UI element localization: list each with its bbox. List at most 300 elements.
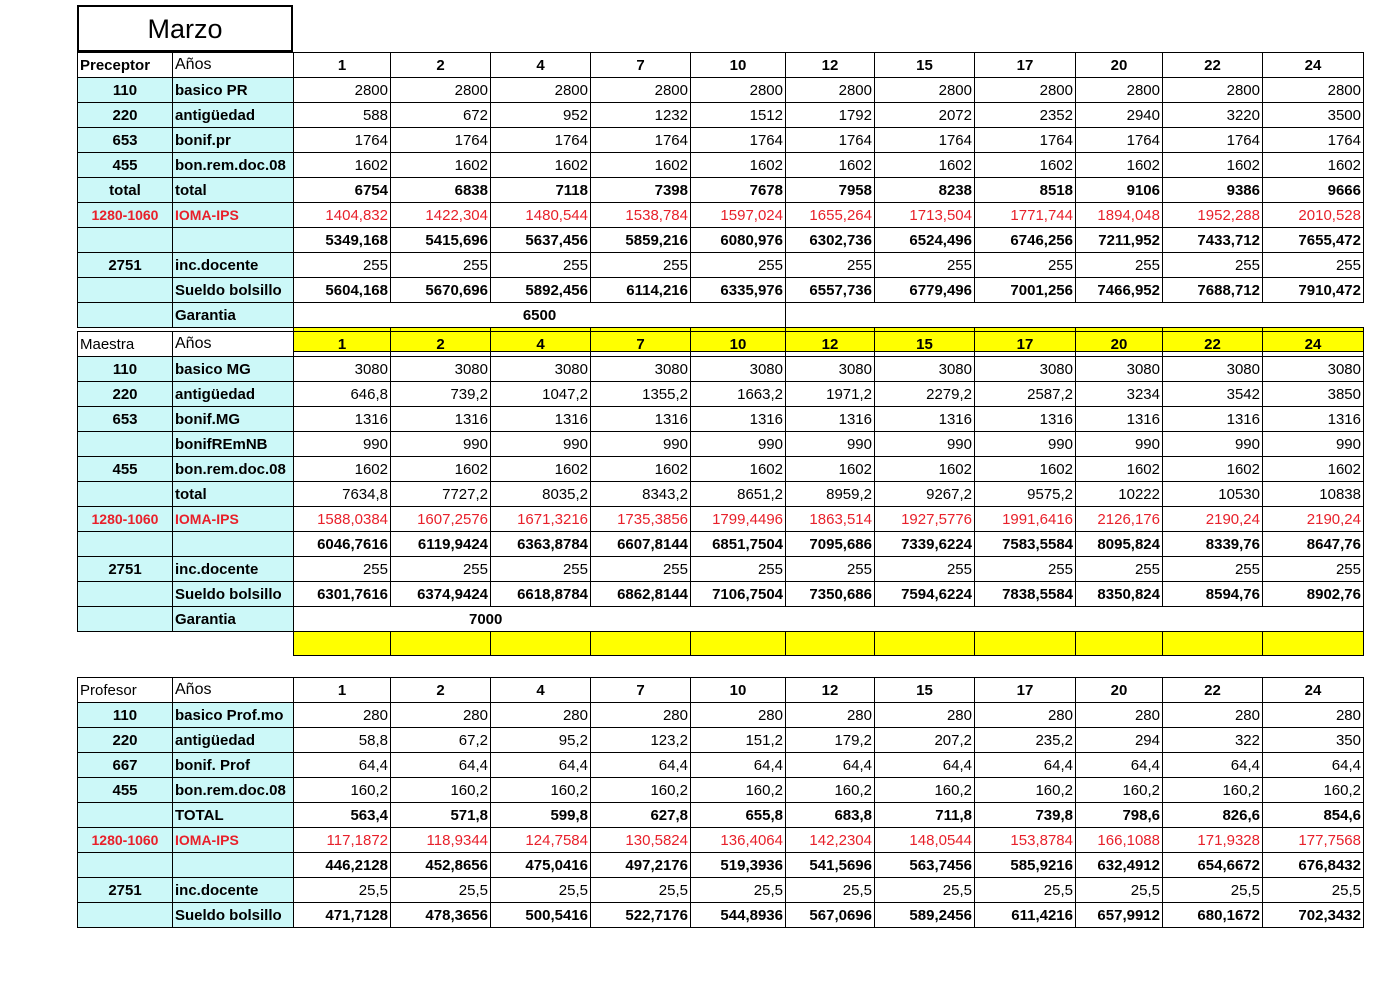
value-cell[interactable]: 1764 bbox=[591, 128, 691, 153]
value-cell[interactable]: 541,5696 bbox=[786, 853, 875, 878]
value-cell[interactable]: 6301,7616 bbox=[294, 582, 391, 607]
value-cell[interactable]: 7211,952 bbox=[1076, 228, 1163, 253]
value-cell[interactable]: 7095,686 bbox=[786, 532, 875, 557]
row-label-cell[interactable]: bonif. Prof bbox=[173, 753, 294, 778]
value-cell[interactable]: 611,4216 bbox=[975, 903, 1076, 928]
value-cell[interactable]: 676,8432 bbox=[1263, 853, 1364, 878]
row-label-cell[interactable]: IOMA-IPS bbox=[173, 203, 294, 228]
value-cell[interactable]: 7118 bbox=[491, 178, 591, 203]
value-cell[interactable]: 9575,2 bbox=[975, 482, 1076, 507]
guarantee-value-cell[interactable]: 6500 bbox=[294, 303, 786, 328]
row-label-cell[interactable]: IOMA-IPS bbox=[173, 507, 294, 532]
value-cell[interactable]: 657,9912 bbox=[1076, 903, 1163, 928]
value-cell[interactable]: 5637,456 bbox=[491, 228, 591, 253]
year-header-cell[interactable]: 10 bbox=[691, 678, 786, 703]
value-cell[interactable]: 117,1872 bbox=[294, 828, 391, 853]
value-cell[interactable]: 3080 bbox=[786, 357, 875, 382]
value-cell[interactable]: 1480,544 bbox=[491, 203, 591, 228]
value-cell[interactable]: 148,0544 bbox=[875, 828, 975, 853]
year-header-cell[interactable]: 10 bbox=[691, 53, 786, 78]
value-cell[interactable]: 1764 bbox=[691, 128, 786, 153]
value-cell[interactable]: 7910,472 bbox=[1263, 278, 1364, 303]
row-code-cell[interactable]: 220 bbox=[78, 103, 173, 128]
value-cell[interactable]: 1771,744 bbox=[975, 203, 1076, 228]
year-header-cell[interactable]: 15 bbox=[875, 53, 975, 78]
row-code-cell[interactable] bbox=[78, 228, 173, 253]
value-cell[interactable]: 1764 bbox=[975, 128, 1076, 153]
value-cell[interactable]: 1602 bbox=[1076, 457, 1163, 482]
value-cell[interactable]: 1602 bbox=[1263, 153, 1364, 178]
row-code-cell[interactable]: 455 bbox=[78, 457, 173, 482]
value-cell[interactable]: 9106 bbox=[1076, 178, 1163, 203]
value-cell[interactable]: 171,9328 bbox=[1163, 828, 1263, 853]
value-cell[interactable]: 160,2 bbox=[691, 778, 786, 803]
value-cell[interactable]: 280 bbox=[1163, 703, 1263, 728]
row-code-cell[interactable]: total bbox=[78, 178, 173, 203]
value-cell[interactable]: 1316 bbox=[1076, 407, 1163, 432]
value-cell[interactable]: 255 bbox=[1076, 253, 1163, 278]
value-cell[interactable]: 5670,696 bbox=[391, 278, 491, 303]
value-cell[interactable]: 255 bbox=[391, 253, 491, 278]
value-cell[interactable]: 3080 bbox=[691, 357, 786, 382]
year-header-cell[interactable]: 20 bbox=[1076, 332, 1163, 357]
value-cell[interactable]: 151,2 bbox=[691, 728, 786, 753]
value-cell[interactable]: 7001,256 bbox=[975, 278, 1076, 303]
value-cell[interactable]: 255 bbox=[786, 253, 875, 278]
value-cell[interactable]: 2072 bbox=[875, 103, 975, 128]
value-cell[interactable]: 255 bbox=[875, 253, 975, 278]
year-header-cell[interactable]: 15 bbox=[875, 678, 975, 703]
value-cell[interactable]: 990 bbox=[786, 432, 875, 457]
value-cell[interactable]: 5859,216 bbox=[591, 228, 691, 253]
value-cell[interactable]: 563,7456 bbox=[875, 853, 975, 878]
value-cell[interactable]: 10838 bbox=[1263, 482, 1364, 507]
value-cell[interactable]: 702,3432 bbox=[1263, 903, 1364, 928]
value-cell[interactable]: 207,2 bbox=[875, 728, 975, 753]
value-cell[interactable]: 1602 bbox=[875, 457, 975, 482]
year-header-cell[interactable]: 20 bbox=[1076, 678, 1163, 703]
value-cell[interactable]: 160,2 bbox=[591, 778, 691, 803]
value-cell[interactable]: 6335,976 bbox=[691, 278, 786, 303]
value-cell[interactable]: 255 bbox=[491, 557, 591, 582]
value-cell[interactable]: 1316 bbox=[491, 407, 591, 432]
year-header-cell[interactable]: 12 bbox=[786, 53, 875, 78]
value-cell[interactable]: 1422,304 bbox=[391, 203, 491, 228]
value-cell[interactable]: 990 bbox=[294, 432, 391, 457]
year-header-cell[interactable]: 1 bbox=[294, 53, 391, 78]
value-cell[interactable]: 8035,2 bbox=[491, 482, 591, 507]
value-cell[interactable]: 1602 bbox=[591, 153, 691, 178]
value-cell[interactable]: 1316 bbox=[391, 407, 491, 432]
value-cell[interactable]: 7958 bbox=[786, 178, 875, 203]
value-cell[interactable]: 6557,736 bbox=[786, 278, 875, 303]
value-cell[interactable]: 95,2 bbox=[491, 728, 591, 753]
value-cell[interactable]: 25,5 bbox=[1263, 878, 1364, 903]
value-cell[interactable]: 64,4 bbox=[1163, 753, 1263, 778]
value-cell[interactable]: 7655,472 bbox=[1263, 228, 1364, 253]
value-cell[interactable]: 990 bbox=[1163, 432, 1263, 457]
value-cell[interactable]: 7433,712 bbox=[1163, 228, 1263, 253]
year-header-cell[interactable]: 10 bbox=[691, 332, 786, 357]
value-cell[interactable]: 322 bbox=[1163, 728, 1263, 753]
value-cell[interactable]: 8518 bbox=[975, 178, 1076, 203]
value-cell[interactable]: 1316 bbox=[975, 407, 1076, 432]
year-header-cell[interactable]: 22 bbox=[1163, 332, 1263, 357]
value-cell[interactable]: 6114,216 bbox=[591, 278, 691, 303]
value-cell[interactable]: 255 bbox=[975, 557, 1076, 582]
value-cell[interactable]: 990 bbox=[591, 432, 691, 457]
value-cell[interactable]: 544,8936 bbox=[691, 903, 786, 928]
value-cell[interactable]: 519,3936 bbox=[691, 853, 786, 878]
value-cell[interactable]: 153,8784 bbox=[975, 828, 1076, 853]
value-cell[interactable]: 6618,8784 bbox=[491, 582, 591, 607]
value-cell[interactable]: 3080 bbox=[975, 357, 1076, 382]
value-cell[interactable]: 7583,5584 bbox=[975, 532, 1076, 557]
value-cell[interactable]: 142,2304 bbox=[786, 828, 875, 853]
value-cell[interactable]: 5604,168 bbox=[294, 278, 391, 303]
value-cell[interactable]: 5415,696 bbox=[391, 228, 491, 253]
value-cell[interactable]: 8594,76 bbox=[1163, 582, 1263, 607]
value-cell[interactable]: 1971,2 bbox=[786, 382, 875, 407]
value-cell[interactable]: 1538,784 bbox=[591, 203, 691, 228]
value-cell[interactable]: 1927,5776 bbox=[875, 507, 975, 532]
value-cell[interactable]: 7727,2 bbox=[391, 482, 491, 507]
value-cell[interactable]: 160,2 bbox=[1076, 778, 1163, 803]
value-cell[interactable]: 64,4 bbox=[975, 753, 1076, 778]
row-label-cell[interactable]: basico PR bbox=[173, 78, 294, 103]
value-cell[interactable]: 8238 bbox=[875, 178, 975, 203]
value-cell[interactable]: 3080 bbox=[491, 357, 591, 382]
value-cell[interactable]: 6080,976 bbox=[691, 228, 786, 253]
value-cell[interactable]: 446,2128 bbox=[294, 853, 391, 878]
value-cell[interactable]: 1735,3856 bbox=[591, 507, 691, 532]
value-cell[interactable]: 5892,456 bbox=[491, 278, 591, 303]
value-cell[interactable]: 1602 bbox=[491, 457, 591, 482]
row-code-cell[interactable]: 110 bbox=[78, 78, 173, 103]
value-cell[interactable]: 1764 bbox=[875, 128, 975, 153]
value-cell[interactable]: 25,5 bbox=[975, 878, 1076, 903]
value-cell[interactable]: 280 bbox=[294, 703, 391, 728]
value-cell[interactable]: 3080 bbox=[1076, 357, 1163, 382]
value-cell[interactable]: 1602 bbox=[691, 153, 786, 178]
value-cell[interactable]: 8339,76 bbox=[1163, 532, 1263, 557]
value-cell[interactable]: 1316 bbox=[1163, 407, 1263, 432]
value-cell[interactable]: 497,2176 bbox=[591, 853, 691, 878]
value-cell[interactable]: 7634,8 bbox=[294, 482, 391, 507]
row-code-cell[interactable]: 110 bbox=[78, 703, 173, 728]
value-cell[interactable]: 6746,256 bbox=[975, 228, 1076, 253]
value-cell[interactable]: 1713,504 bbox=[875, 203, 975, 228]
value-cell[interactable]: 255 bbox=[1163, 557, 1263, 582]
value-cell[interactable]: 1602 bbox=[491, 153, 591, 178]
row-code-cell[interactable]: 2751 bbox=[78, 253, 173, 278]
value-cell[interactable]: 160,2 bbox=[491, 778, 591, 803]
value-cell[interactable]: 130,5824 bbox=[591, 828, 691, 853]
years-label-cell[interactable]: Años bbox=[173, 332, 294, 357]
row-label-cell[interactable]: Sueldo bolsillo bbox=[173, 278, 294, 303]
value-cell[interactable]: 1316 bbox=[1263, 407, 1364, 432]
value-cell[interactable]: 1764 bbox=[294, 128, 391, 153]
year-header-cell[interactable]: 24 bbox=[1263, 332, 1364, 357]
value-cell[interactable]: 160,2 bbox=[975, 778, 1076, 803]
value-cell[interactable]: 1602 bbox=[1163, 457, 1263, 482]
value-cell[interactable]: 990 bbox=[1076, 432, 1163, 457]
value-cell[interactable]: 990 bbox=[391, 432, 491, 457]
row-code-cell[interactable] bbox=[78, 607, 173, 632]
value-cell[interactable]: 1602 bbox=[591, 457, 691, 482]
value-cell[interactable]: 160,2 bbox=[875, 778, 975, 803]
value-cell[interactable]: 655,8 bbox=[691, 803, 786, 828]
value-cell[interactable]: 255 bbox=[1263, 557, 1364, 582]
value-cell[interactable]: 2800 bbox=[786, 78, 875, 103]
value-cell[interactable]: 2800 bbox=[691, 78, 786, 103]
value-cell[interactable]: 654,6672 bbox=[1163, 853, 1263, 878]
value-cell[interactable]: 25,5 bbox=[1076, 878, 1163, 903]
value-cell[interactable]: 1316 bbox=[875, 407, 975, 432]
value-cell[interactable]: 2800 bbox=[391, 78, 491, 103]
section-name-cell[interactable]: Profesor bbox=[78, 678, 173, 703]
value-cell[interactable]: 7838,5584 bbox=[975, 582, 1076, 607]
value-cell[interactable]: 1602 bbox=[1076, 153, 1163, 178]
row-label-cell[interactable]: IOMA-IPS bbox=[173, 828, 294, 853]
value-cell[interactable]: 136,4064 bbox=[691, 828, 786, 853]
value-cell[interactable]: 1316 bbox=[691, 407, 786, 432]
value-cell[interactable]: 3080 bbox=[1163, 357, 1263, 382]
value-cell[interactable]: 739,8 bbox=[975, 803, 1076, 828]
value-cell[interactable]: 255 bbox=[786, 557, 875, 582]
value-cell[interactable]: 680,1672 bbox=[1163, 903, 1263, 928]
value-cell[interactable]: 1404,832 bbox=[294, 203, 391, 228]
value-cell[interactable]: 1894,048 bbox=[1076, 203, 1163, 228]
year-header-cell[interactable]: 22 bbox=[1163, 53, 1263, 78]
value-cell[interactable]: 280 bbox=[875, 703, 975, 728]
value-cell[interactable]: 7339,6224 bbox=[875, 532, 975, 557]
value-cell[interactable]: 8647,76 bbox=[1263, 532, 1364, 557]
value-cell[interactable]: 1663,2 bbox=[691, 382, 786, 407]
value-cell[interactable]: 7688,712 bbox=[1163, 278, 1263, 303]
row-code-cell[interactable]: 653 bbox=[78, 128, 173, 153]
value-cell[interactable]: 1602 bbox=[786, 153, 875, 178]
value-cell[interactable]: 3080 bbox=[591, 357, 691, 382]
year-header-cell[interactable]: 4 bbox=[491, 678, 591, 703]
value-cell[interactable]: 8651,2 bbox=[691, 482, 786, 507]
year-header-cell[interactable]: 24 bbox=[1263, 53, 1364, 78]
value-cell[interactable]: 2126,176 bbox=[1076, 507, 1163, 532]
value-cell[interactable]: 9666 bbox=[1263, 178, 1364, 203]
year-header-cell[interactable]: 1 bbox=[294, 332, 391, 357]
value-cell[interactable]: 6119,9424 bbox=[391, 532, 491, 557]
value-cell[interactable]: 1512 bbox=[691, 103, 786, 128]
value-cell[interactable]: 64,4 bbox=[391, 753, 491, 778]
value-cell[interactable]: 3080 bbox=[875, 357, 975, 382]
value-cell[interactable]: 672 bbox=[391, 103, 491, 128]
value-cell[interactable]: 6374,9424 bbox=[391, 582, 491, 607]
value-cell[interactable]: 7466,952 bbox=[1076, 278, 1163, 303]
year-header-cell[interactable]: 17 bbox=[975, 678, 1076, 703]
value-cell[interactable]: 798,6 bbox=[1076, 803, 1163, 828]
value-cell[interactable]: 58,8 bbox=[294, 728, 391, 753]
value-cell[interactable]: 2010,528 bbox=[1263, 203, 1364, 228]
value-cell[interactable]: 64,4 bbox=[1263, 753, 1364, 778]
row-label-cell[interactable]: Sueldo bolsillo bbox=[173, 903, 294, 928]
value-cell[interactable]: 255 bbox=[591, 253, 691, 278]
row-code-cell[interactable]: 220 bbox=[78, 728, 173, 753]
value-cell[interactable]: 990 bbox=[1263, 432, 1364, 457]
value-cell[interactable]: 1602 bbox=[391, 457, 491, 482]
value-cell[interactable]: 255 bbox=[294, 253, 391, 278]
row-code-cell[interactable] bbox=[78, 303, 173, 328]
value-cell[interactable]: 160,2 bbox=[294, 778, 391, 803]
row-code-cell[interactable]: 667 bbox=[78, 753, 173, 778]
value-cell[interactable]: 179,2 bbox=[786, 728, 875, 753]
value-cell[interactable]: 64,4 bbox=[491, 753, 591, 778]
value-cell[interactable]: 952 bbox=[491, 103, 591, 128]
section-name-cell[interactable]: Maestra bbox=[78, 332, 173, 357]
row-code-cell[interactable] bbox=[78, 903, 173, 928]
value-cell[interactable]: 1602 bbox=[691, 457, 786, 482]
row-code-cell[interactable]: 1280-1060 bbox=[78, 507, 173, 532]
year-header-cell[interactable]: 15 bbox=[875, 332, 975, 357]
value-cell[interactable]: 452,8656 bbox=[391, 853, 491, 878]
year-header-cell[interactable]: 2 bbox=[391, 53, 491, 78]
row-code-cell[interactable] bbox=[78, 482, 173, 507]
value-cell[interactable]: 255 bbox=[491, 253, 591, 278]
value-cell[interactable]: 6862,8144 bbox=[591, 582, 691, 607]
value-cell[interactable]: 280 bbox=[975, 703, 1076, 728]
value-cell[interactable]: 990 bbox=[975, 432, 1076, 457]
value-cell[interactable]: 235,2 bbox=[975, 728, 1076, 753]
value-cell[interactable]: 475,0416 bbox=[491, 853, 591, 878]
value-cell[interactable]: 166,1088 bbox=[1076, 828, 1163, 853]
row-label-cell[interactable]: bonifREmNB bbox=[173, 432, 294, 457]
row-code-cell[interactable] bbox=[78, 278, 173, 303]
value-cell[interactable]: 2800 bbox=[1163, 78, 1263, 103]
value-cell[interactable]: 522,7176 bbox=[591, 903, 691, 928]
value-cell[interactable]: 255 bbox=[294, 557, 391, 582]
value-cell[interactable]: 160,2 bbox=[1163, 778, 1263, 803]
value-cell[interactable]: 8350,824 bbox=[1076, 582, 1163, 607]
value-cell[interactable]: 2800 bbox=[491, 78, 591, 103]
value-cell[interactable]: 64,4 bbox=[691, 753, 786, 778]
value-cell[interactable]: 1863,514 bbox=[786, 507, 875, 532]
guarantee-label-cell[interactable]: Garantia bbox=[173, 607, 294, 632]
value-cell[interactable]: 1764 bbox=[1263, 128, 1364, 153]
row-label-cell[interactable]: total bbox=[173, 482, 294, 507]
row-label-cell[interactable]: bonif.MG bbox=[173, 407, 294, 432]
row-code-cell[interactable] bbox=[78, 582, 173, 607]
value-cell[interactable]: 8095,824 bbox=[1076, 532, 1163, 557]
value-cell[interactable]: 1602 bbox=[786, 457, 875, 482]
value-cell[interactable]: 3080 bbox=[1263, 357, 1364, 382]
value-cell[interactable]: 255 bbox=[1263, 253, 1364, 278]
value-cell[interactable]: 589,2456 bbox=[875, 903, 975, 928]
value-cell[interactable]: 2279,2 bbox=[875, 382, 975, 407]
value-cell[interactable]: 255 bbox=[591, 557, 691, 582]
value-cell[interactable]: 25,5 bbox=[591, 878, 691, 903]
value-cell[interactable]: 826,6 bbox=[1163, 803, 1263, 828]
year-header-cell[interactable]: 1 bbox=[294, 678, 391, 703]
row-code-cell[interactable]: 2751 bbox=[78, 878, 173, 903]
value-cell[interactable]: 1764 bbox=[1076, 128, 1163, 153]
value-cell[interactable]: 6046,7616 bbox=[294, 532, 391, 557]
value-cell[interactable]: 8902,76 bbox=[1263, 582, 1364, 607]
value-cell[interactable]: 1602 bbox=[294, 457, 391, 482]
value-cell[interactable]: 1792 bbox=[786, 103, 875, 128]
value-cell[interactable]: 990 bbox=[875, 432, 975, 457]
value-cell[interactable]: 3850 bbox=[1263, 382, 1364, 407]
value-cell[interactable]: 1764 bbox=[491, 128, 591, 153]
value-cell[interactable]: 1602 bbox=[975, 153, 1076, 178]
year-header-cell[interactable]: 7 bbox=[591, 332, 691, 357]
value-cell[interactable]: 25,5 bbox=[691, 878, 786, 903]
row-label-cell[interactable] bbox=[173, 853, 294, 878]
row-label-cell[interactable]: antigüedad bbox=[173, 728, 294, 753]
value-cell[interactable]: 1602 bbox=[1163, 153, 1263, 178]
value-cell[interactable]: 280 bbox=[1263, 703, 1364, 728]
value-cell[interactable]: 571,8 bbox=[391, 803, 491, 828]
value-cell[interactable]: 1764 bbox=[786, 128, 875, 153]
year-header-cell[interactable]: 22 bbox=[1163, 678, 1263, 703]
row-label-cell[interactable]: antigüedad bbox=[173, 382, 294, 407]
value-cell[interactable]: 3234 bbox=[1076, 382, 1163, 407]
value-cell[interactable]: 990 bbox=[691, 432, 786, 457]
row-code-cell[interactable]: 1280-1060 bbox=[78, 203, 173, 228]
value-cell[interactable]: 1602 bbox=[875, 153, 975, 178]
value-cell[interactable]: 1602 bbox=[1263, 457, 1364, 482]
value-cell[interactable]: 627,8 bbox=[591, 803, 691, 828]
year-header-cell[interactable]: 17 bbox=[975, 53, 1076, 78]
value-cell[interactable]: 9267,2 bbox=[875, 482, 975, 507]
value-cell[interactable]: 255 bbox=[691, 253, 786, 278]
value-cell[interactable]: 3080 bbox=[391, 357, 491, 382]
row-code-cell[interactable]: 455 bbox=[78, 153, 173, 178]
row-label-cell[interactable]: basico MG bbox=[173, 357, 294, 382]
value-cell[interactable]: 6754 bbox=[294, 178, 391, 203]
value-cell[interactable]: 255 bbox=[875, 557, 975, 582]
value-cell[interactable]: 585,9216 bbox=[975, 853, 1076, 878]
row-label-cell[interactable] bbox=[173, 228, 294, 253]
row-label-cell[interactable]: inc.docente bbox=[173, 253, 294, 278]
value-cell[interactable]: 567,0696 bbox=[786, 903, 875, 928]
year-header-cell[interactable]: 20 bbox=[1076, 53, 1163, 78]
value-cell[interactable]: 280 bbox=[391, 703, 491, 728]
value-cell[interactable]: 10530 bbox=[1163, 482, 1263, 507]
value-cell[interactable]: 1655,264 bbox=[786, 203, 875, 228]
value-cell[interactable]: 471,7128 bbox=[294, 903, 391, 928]
row-label-cell[interactable]: bon.rem.doc.08 bbox=[173, 153, 294, 178]
value-cell[interactable]: 7106,7504 bbox=[691, 582, 786, 607]
value-cell[interactable]: 7350,686 bbox=[786, 582, 875, 607]
value-cell[interactable]: 8343,2 bbox=[591, 482, 691, 507]
value-cell[interactable]: 25,5 bbox=[1163, 878, 1263, 903]
value-cell[interactable]: 255 bbox=[391, 557, 491, 582]
year-header-cell[interactable]: 4 bbox=[491, 332, 591, 357]
guarantee-label-cell[interactable]: Garantia bbox=[173, 303, 294, 328]
value-cell[interactable]: 990 bbox=[491, 432, 591, 457]
value-cell[interactable]: 2587,2 bbox=[975, 382, 1076, 407]
value-cell[interactable]: 1799,4496 bbox=[691, 507, 786, 532]
value-cell[interactable]: 64,4 bbox=[294, 753, 391, 778]
year-header-cell[interactable]: 12 bbox=[786, 678, 875, 703]
value-cell[interactable]: 118,9344 bbox=[391, 828, 491, 853]
years-label-cell[interactable]: Años bbox=[173, 53, 294, 78]
value-cell[interactable]: 6779,496 bbox=[875, 278, 975, 303]
value-cell[interactable]: 1355,2 bbox=[591, 382, 691, 407]
value-cell[interactable]: 1232 bbox=[591, 103, 691, 128]
value-cell[interactable]: 7594,6224 bbox=[875, 582, 975, 607]
row-code-cell[interactable]: 1280-1060 bbox=[78, 828, 173, 853]
value-cell[interactable]: 478,3656 bbox=[391, 903, 491, 928]
